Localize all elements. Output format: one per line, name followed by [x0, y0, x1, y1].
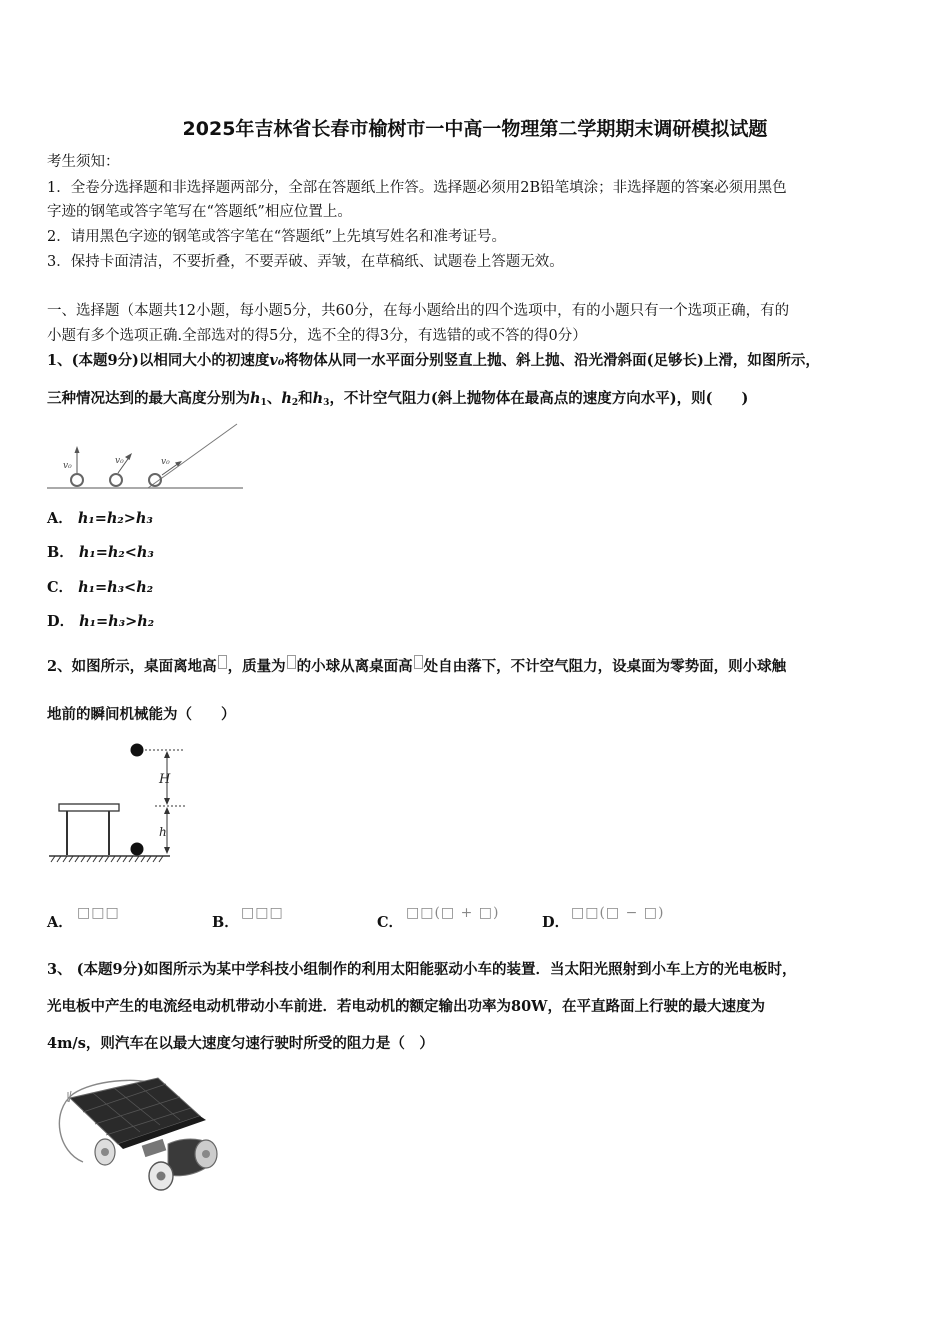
svg-text:v₀: v₀	[63, 461, 72, 471]
q2-option-c-formula: □□(□ + □)	[406, 905, 500, 921]
section-heading-cont: 小题有多个选项正确.全部选对的得5分，选不全的得3分，有选错的或不答的得0分）	[47, 328, 587, 344]
notice-item-1: 1．全卷分选择题和非选择题两部分，全部在答题纸上作答。选择题必须用2B铅笔填涂；非选择题的答案必须用黑色	[47, 180, 787, 196]
page-title: 2025年吉林省长春市榆树市一中高一物理第二学期期末调研模拟试题	[182, 118, 768, 140]
q3-stem-line2: 光电板中产生的电流经电动机带动小车前进．若电动机的额定输出功率为80W，在平直路面上行驶的最大速度为	[47, 998, 765, 1015]
svg-text:h: h	[159, 825, 167, 839]
solar-car-image	[48, 1072, 223, 1192]
q1-stem-line2: 三种情况达到的最大高度分别为$h_1$、$h_2$和$h_3$，不计空气阻力(斜上抛物体在最高点的速度方向水平)，则( )	[47, 390, 749, 408]
ball-top	[131, 744, 144, 757]
notice-item-3: 3．保持卡面清洁，不要折叠，不要弄破、弄皱，在草稿纸、试题卷上答题无效。	[47, 254, 564, 270]
q2-option-a[interactable]: A．	[47, 914, 73, 931]
svg-text:v₀: v₀	[161, 457, 170, 467]
q1-option-c[interactable]: C． h₁=h₃<h₂	[47, 579, 154, 596]
missing-symbol	[414, 655, 423, 669]
ball-2	[110, 474, 122, 486]
svg-text:H: H	[159, 772, 171, 787]
q2-stem-line2: 地前的瞬间机械能为（ ）	[47, 706, 236, 723]
q1-option-d[interactable]: D． h₁=h₃>h₂	[47, 613, 155, 630]
q2-option-d[interactable]: D．	[542, 914, 570, 931]
q3-stem-line3: 4m/s，则汽车在以最大速度匀速行驶时所受的阻力是（ ）	[47, 1035, 434, 1052]
notice-item-2: 2．请用黑色字迹的钢笔或答字笔在“答题纸”上先填写姓名和准考证号。	[47, 229, 507, 245]
q2-stem-line1: 2、如图所示，桌面离地高 ，质量为 的小球从离桌面高 处自由落下，不计空气阻力，设桌面为零势面，则小球触	[47, 655, 786, 677]
missing-symbol	[287, 655, 296, 669]
section-heading: 一、选择题（本题共12小题，每小题5分，共60分，在每小题给出的四个选项中，有的小题只有一个选项正确，有的	[47, 303, 790, 319]
q1-stem-line1: 1、(本题9分)以相同大小的初速度v₀将物体从同一水平面分别竖直上抛、斜上抛、沿光滑斜面(足够长)上滑，如图所示，	[47, 352, 820, 369]
q1-option-a[interactable]: A． h₁=h₂>h₃	[47, 510, 153, 527]
q3-stem-line1: 3、 (本题9分)如图所示为某中学科技小组制作的利用太阳能驱动小车的装置．当太阳光照射到小车上方的光电板时，	[47, 961, 797, 978]
notice-item-1-cont: 字迹的钢笔或答字笔写在“答题纸”相应位置上。	[47, 204, 352, 220]
q2-option-c[interactable]: C．	[377, 914, 404, 931]
notice-heading: 考生须知：	[47, 154, 120, 170]
q1-option-b[interactable]: B． h₁=h₂<h₃	[47, 544, 154, 561]
q2-option-b-formula: □□□	[241, 905, 284, 921]
ball-1	[71, 474, 83, 486]
missing-symbol	[218, 655, 227, 669]
q2-option-d-formula: □□(□ − □)	[571, 905, 665, 921]
q2-option-b[interactable]: B．	[212, 914, 239, 931]
table-top	[59, 804, 119, 811]
ball-ground	[131, 843, 144, 856]
q2-figure	[45, 738, 195, 868]
q2-option-a-formula: □□□	[77, 905, 120, 921]
q1-figure	[45, 418, 250, 498]
svg-text:v₀: v₀	[115, 456, 124, 466]
